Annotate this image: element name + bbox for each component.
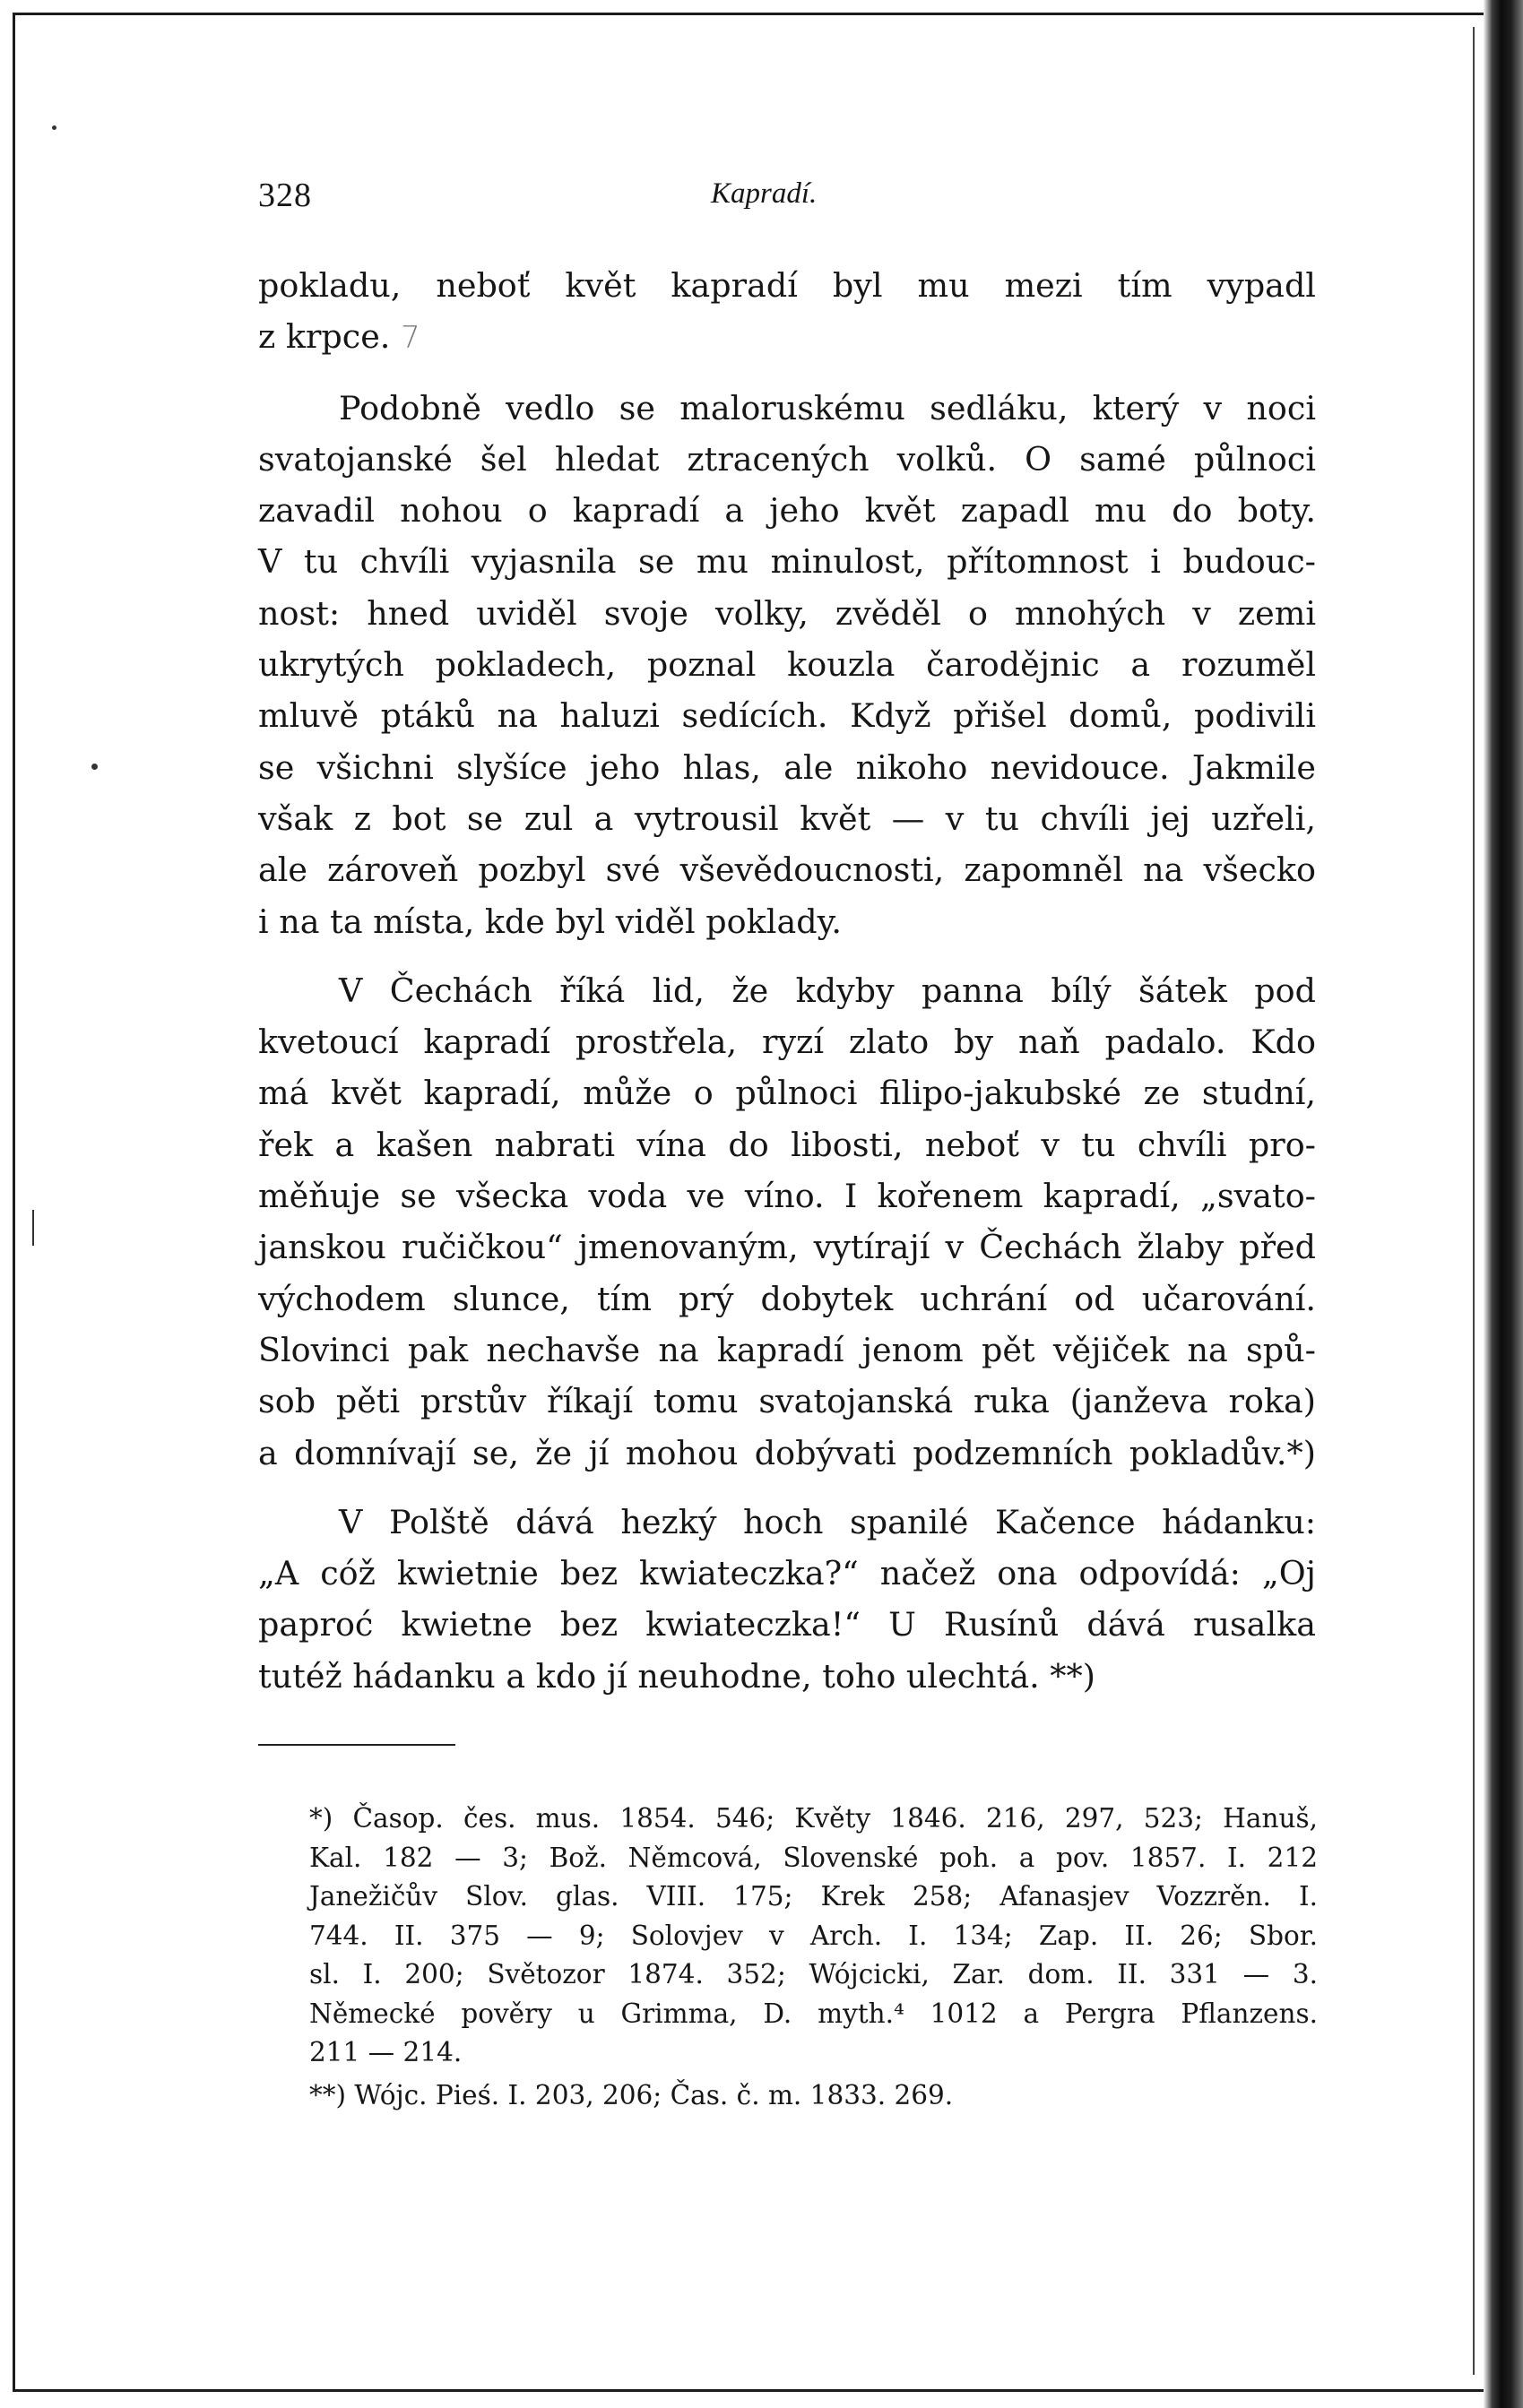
text-line: a domnívají se, že jí mohou dobývati podzemních pokladův.*) [258,1433,1316,1472]
text-line: ukrytých pokladech, poznal kouzla čarodějnic a rozuměl [258,645,1316,685]
text-line: nost: hned uviděl svoje volky, zvěděl o mnohých v zemi [258,593,1316,633]
text-line: i na ta místa, kde byl viděl poklady. [258,902,842,941]
text-line: V tu chvíli vyjasnila se mu minulost, přítomnost i budouc- [258,542,1316,582]
footnote-line: 211 — 214. [309,2037,463,2067]
footnote-line: sl. I. 200; Světozor 1874. 352; Wójcicki, Zar. dom. II. 331 — 3. [309,1959,1318,1989]
text-line: V Polště dává hezký hoch spanilé Kačence hádanku: [339,1502,1316,1541]
text-line: řek a kašen nabrati vína do libosti, neboť v tu chvíli pro- [258,1125,1316,1164]
text-line-content: z krpce. [258,317,391,357]
footnote-line: *) Časop. čes. mus. 1854. 546; Květy 1846. 216, 297, 523; Hanuš, [309,1803,1318,1834]
scan-speck [91,764,98,770]
text-line: má květ kapradí, může o půlnoci filipo-jakubské ze studní, [258,1074,1316,1113]
text-line: tutéž hádanku a kdo jí neuhodne, toho ulechtá. **) [258,1656,1096,1696]
footnote-line: 744. II. 375 — 9; Solovjev v Arch. I. 134; Zap. II. 26; Sbor. [309,1920,1318,1951]
scan-speck [52,125,56,130]
text-line: zavadil nohou o kapradí a jeho květ zapadl mu do boty. [258,491,1316,531]
body-text [258,260,1316,1702]
pencil-mark: 7 [401,320,420,357]
footnote-rule [258,1744,455,1746]
text-line [258,311,1316,364]
text-line: paproć kwietne bez kwiateczka!“ U Rusínů dává rusalka [258,1605,1316,1644]
text-line: Podobně vedlo se maloruskému sedláku, který v noci [339,388,1316,427]
paragraph-2 [258,383,1316,947]
footnotes [309,1800,1318,2119]
text-line: janskou ručičkou“ jmenovaným, vytírají v Čechách žlaby před [258,1228,1316,1267]
text-line: mluvě ptáků na haluzi sedících. Když přišel domů, podivili [258,696,1316,736]
paragraph-1 [258,260,1316,365]
page-header [258,176,1316,219]
binding-line [1473,27,1475,2375]
paragraph-3 [258,965,1316,1479]
text-line: východem slunce, tím prý dobytek uchrání od učarování. [258,1279,1316,1318]
binding-edge [1484,0,1523,2408]
text-line: „A cóž kwietnie bez kwiateczka?“ načež ona odpovídá: „Oj [258,1554,1316,1593]
running-title: Kapradí. [711,177,818,210]
footnote-line: Kal. 182 — 3; Bož. Němcová, Slovenské poh. a pov. 1857. I. 212 [309,1842,1318,1873]
text-line: však z bot se zul a vytrousil květ — v tu chvíli jej uzřeli, [258,798,1316,838]
footnote-line: Německé pověry u Grimma, D. myth.⁴ 1012 a Pergra Pflanzens. [309,1998,1318,2029]
footnote-1 [309,1800,1318,2073]
footnote-line: Janežičův Slov. glas. VIII. 175; Krek 258; Afanasjev Vozzrěn. I. [309,1881,1318,1912]
footnote-2 [309,2076,1318,2116]
text-line: se všichni slyšíce jeho hlas, ale nikoho nevidouce. Jakmile [258,747,1316,787]
text-line: pokladu, neboť květ kapradí byl mu mezi tím vypadl [258,266,1316,305]
page-number: 328 [258,177,312,214]
paragraph-4 [258,1497,1316,1702]
footnote-line: **) Wójc. Pieś. I. 203, 206; Čas. č. m. 1833. 269. [309,2079,954,2110]
scan-speck [32,1210,34,1246]
text-line: Slovinci pak nechavše na kapradí jenom pět vějiček na spů- [258,1330,1316,1369]
text-line: ale zároveň pozbyl své vševědoucnosti, zapomněl na všecko [258,850,1316,890]
text-line: V Čechách říká lid, že kdyby panna bílý šátek pod [339,971,1316,1010]
text-line: svatojanské šel hledat ztracených volků. O samé půlnoci [258,439,1316,479]
text-line: kvetoucí kapradí prostřela, ryzí zlato by naň padalo. Kdo [258,1023,1316,1062]
text-line: měňuje se všecka voda ve víno. I kořenem kapradí, „svato- [258,1177,1316,1216]
text-line: sob pěti prstův říkají tomu svatojanská ruka (janževa roka) [258,1382,1316,1421]
